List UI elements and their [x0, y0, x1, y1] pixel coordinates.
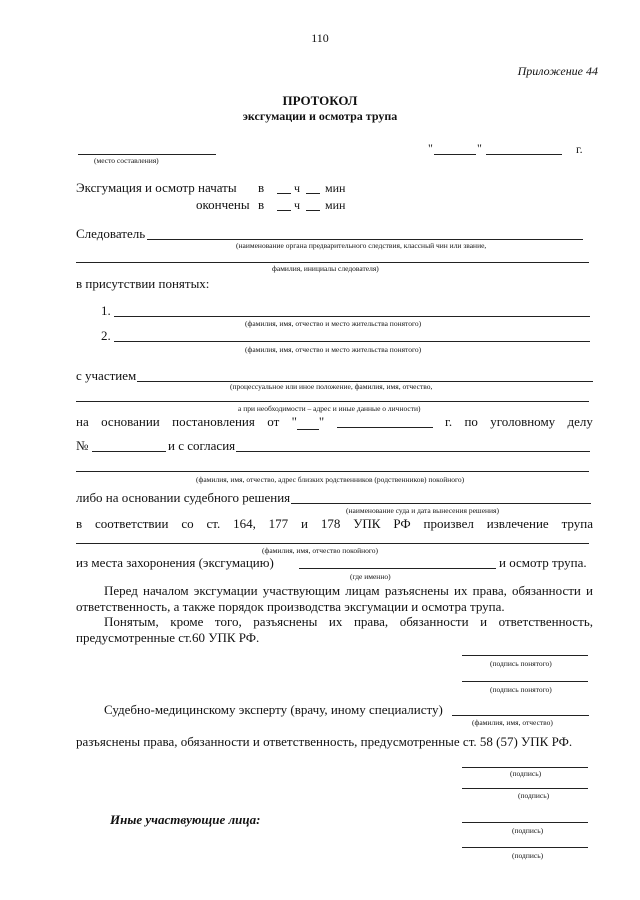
basis-word: по	[464, 414, 478, 429]
place-caption: (место составления)	[94, 156, 159, 165]
expert-rights-text: разъяснены права, обязанности и ответственность, предусмотренные ст. 58 (57) УПК РФ.	[76, 734, 573, 749]
participation-details-field[interactable]	[76, 401, 589, 402]
expert-signature-field-2[interactable]	[462, 788, 588, 789]
ended-min-field[interactable]	[306, 210, 320, 211]
basis-word: основании	[101, 414, 160, 429]
witness-1-field[interactable]	[114, 316, 590, 317]
witness-signature-field-2[interactable]	[462, 681, 588, 682]
inspection-label: и осмотр трупа.	[499, 555, 587, 570]
basis-word: делу	[567, 414, 593, 429]
accordance-line	[76, 516, 593, 532]
relatives-caption: (фамилия, имя, отчество, адрес близких родственников (родственников) покойного)	[196, 475, 465, 484]
document-title: ПРОТОКОЛ	[282, 93, 358, 108]
expert-signature-field-1[interactable]	[462, 767, 588, 768]
witness-signature-caption-2: (подпись понятого)	[490, 685, 552, 694]
witnesses-label: в присутствии понятых:	[76, 276, 210, 291]
witness-1-caption: (фамилия, имя, отчество и место жительства понятого)	[245, 319, 422, 328]
accordance-word: соответствии	[95, 516, 169, 531]
rights-paragraph-2: Понятым, кроме того, разъяснены их права, обязанности и ответственность, предусмотренные ст.60 УПК РФ.	[76, 614, 593, 645]
relatives-field[interactable]	[76, 471, 589, 472]
expert-field[interactable]	[452, 715, 589, 716]
basis-word: на	[76, 414, 89, 429]
others-signature-caption-1: (подпись)	[512, 826, 544, 835]
expert-label: Судебно-медицинскому эксперту (врачу, иному специалисту)	[104, 702, 443, 717]
basis-word: постановления	[172, 414, 255, 429]
date-quote-open: "	[428, 141, 433, 155]
ended-label: окончены	[196, 197, 250, 212]
place-field[interactable]	[78, 154, 216, 155]
accordance-word: УПК	[353, 516, 381, 531]
expert-caption: (фамилия, имя, отчество)	[472, 718, 553, 727]
started-in: в	[258, 180, 265, 195]
resolution-day-group	[292, 414, 325, 430]
case-number-field[interactable]	[92, 451, 166, 452]
accordance-word: в	[76, 516, 83, 531]
document-subtitle: эксгумации и осмотра трупа	[242, 109, 398, 123]
date-day-field[interactable]	[434, 154, 476, 155]
participation-label: с участием	[76, 368, 137, 383]
basis-word: уголовному	[490, 414, 556, 429]
accordance-word: 177	[268, 516, 289, 531]
others-signature-field-2[interactable]	[462, 847, 588, 848]
year-suffix: г.	[576, 142, 583, 156]
accordance-word: извлечение	[486, 516, 549, 531]
basis-word: от	[267, 414, 280, 429]
court-caption: (наименование суда и дата вынесения решения)	[346, 506, 500, 515]
witness-signature-caption-1: (подпись понятого)	[490, 659, 552, 668]
date-quote-close: "	[477, 141, 482, 155]
others-signature-caption-2: (подпись)	[512, 851, 544, 860]
accordance-word: 178	[320, 516, 341, 531]
resolution-month-field[interactable]	[337, 414, 433, 428]
expert-signature-caption-2: (подпись)	[518, 791, 550, 800]
others-label: Иные участвующие лица:	[110, 812, 261, 827]
resolution-quote-close: "	[318, 414, 325, 429]
deceased-field[interactable]	[76, 543, 589, 544]
ended-min-abbr: мин	[325, 198, 346, 212]
date-month-field[interactable]	[486, 154, 562, 155]
accordance-word: трупа	[561, 516, 593, 531]
case-number-sign: №	[76, 438, 89, 453]
investigator-name-caption: фамилия, инициалы следователя)	[272, 264, 379, 273]
consent-field[interactable]	[236, 451, 590, 452]
resolution-day-field[interactable]	[297, 417, 319, 430]
accordance-word: РФ	[393, 516, 411, 531]
participation-caption: (процессуальное или иное положение, фамилия, имя, отчество,	[230, 382, 433, 391]
others-signature-field-1[interactable]	[462, 822, 588, 823]
expert-signature-caption-1: (подпись)	[510, 769, 542, 778]
started-min-abbr: мин	[325, 181, 346, 195]
deceased-caption: (фамилия, имя, отчество покойного)	[262, 546, 378, 555]
investigator-label: Следователь	[76, 226, 146, 241]
witness-2-field[interactable]	[114, 341, 590, 342]
started-min-field[interactable]	[306, 193, 320, 194]
witness-2-number: 2.	[101, 328, 111, 343]
investigator-field[interactable]	[147, 239, 583, 240]
court-label: либо на основании судебного решения	[76, 490, 291, 505]
accordance-word: 164,	[233, 516, 256, 531]
participation-caption-2: а при необходимости – адрес и иные данные о личности)	[238, 404, 421, 413]
accordance-word: произвел	[423, 516, 474, 531]
started-hour-abbr: ч	[294, 181, 301, 195]
started-hour-field[interactable]	[277, 193, 291, 194]
resolution-quote-open: "	[291, 414, 297, 429]
where-caption: (где именно)	[350, 572, 391, 581]
accordance-word: со	[181, 516, 194, 531]
investigator-caption: (наименование органа предварительного следствия, классный чин или звание,	[236, 241, 487, 250]
basis-word: г.	[444, 414, 453, 429]
court-field[interactable]	[291, 503, 591, 504]
rights-paragraph-1: Перед началом эксгумации участвующим лицам разъяснены их права, обязанности и ответственность, а также порядок производства эксгумации и осмотра трупа.	[76, 583, 593, 614]
ended-hour-field[interactable]	[277, 210, 291, 211]
appendix-label: Приложение 44	[517, 64, 598, 78]
consent-label: и с согласия	[168, 438, 236, 453]
witness-signature-field-1[interactable]	[462, 655, 588, 656]
ended-in: в	[258, 197, 265, 212]
investigator-name-field[interactable]	[76, 262, 589, 263]
witness-2-caption: (фамилия, имя, отчество и место жительства понятого)	[245, 345, 422, 354]
page-number: 110	[311, 31, 329, 45]
started-label: Эксгумация и осмотр начаты	[76, 180, 237, 195]
witness-1-number: 1.	[101, 303, 111, 318]
basis-line	[76, 414, 593, 430]
ended-hour-abbr: ч	[294, 198, 301, 212]
accordance-word: ст.	[206, 516, 221, 531]
accordance-word: и	[301, 516, 308, 531]
burial-label: из места захоронения (эксгумацию)	[76, 555, 274, 570]
burial-place-field[interactable]	[299, 568, 496, 569]
